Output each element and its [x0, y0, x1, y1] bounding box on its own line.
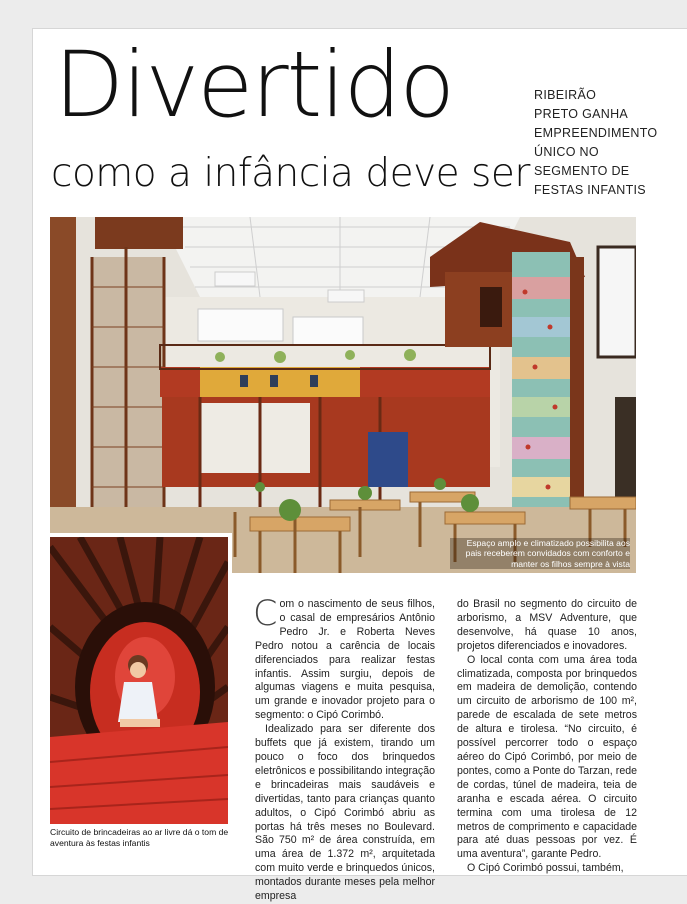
body-paragraph: do Brasil no segmento do circuito de arborismo, a MSV Adventure, que desenvolve, há quase 10 anos, projetos diferenciados e inovadores.	[457, 598, 637, 652]
side-photo-illustration	[50, 537, 228, 824]
kicker-line: ÚNICO NO	[534, 145, 599, 159]
kicker-line: EMPREENDIMENTO	[534, 126, 658, 140]
article-subtitle: como a infância deve ser	[51, 151, 530, 196]
main-photo-caption: Espaço amplo e climatizado possibilita aos pais receberem convidados com conforto e manter os filhos sempre à vista	[450, 538, 630, 570]
paragraph-text: om o nascimento de seus filhos, o casal de empresários Antônio Pedro Jr. e Roberta Neves Pedro notou a carência de locais diferenciados para realizar festas infantis. Assim surgiu, depois de algumas viagens e muita pesquisa, um grande e inovador projeto para o segmento: o Cipó Corimbó.	[255, 598, 435, 722]
article-title: Divertido	[54, 33, 454, 138]
main-photo-playground-interior	[50, 217, 636, 573]
article-kicker	[534, 86, 674, 200]
kicker-line: FESTAS INFANTIS	[534, 183, 646, 197]
side-photo-tunnel-slide	[50, 533, 232, 824]
body-paragraph	[253, 594, 435, 723]
kicker-line: RIBEIRÃO	[534, 88, 597, 102]
body-paragraph: O Cipó Corimbó possui, também,	[467, 862, 624, 875]
body-paragraph: Idealizado para ser diferente dos buffets que já existem, tirando um pouco o foco dos brinquedos eletrônicos e possibilitando integração e brincadeiras mais saudáveis e divertidas, tanto para crianças quanto adultos, o Cipó Corimbó abriu as portas há três meses no Boulevard. São 750 m² de área construída, em uma área de 1.372 m², arquitetada com muito verde e brinquedos únicos, montados durante meses pela melhor empresa	[255, 723, 435, 903]
drop-cap: C	[253, 594, 278, 634]
kicker-line: SEGMENTO DE	[534, 164, 630, 178]
side-photo-caption: Circuito de brincadeiras ao ar livre dá o tom de aventura às festas infantis	[50, 827, 229, 848]
body-paragraph: O local conta com uma área toda climatizada, composta por brinquedos em madeira de demolição, contendo um circuito de arborismo de 100 m², parede de escalada de sete metros de altura e tirolesa. “No circuito, é possível percorrer todo o espaço aéreo do Cipó Corimbó, por meio de pontes, como a Ponte do Tarzan, rede de cordas, túnel de madeira, teia de aranha e escada aérea. O circuito termina com uma tirolesa de 12 metros de comprimento e capacidade para até duas pessoas por vez. É uma aventura”, garante Pedro.	[457, 653, 637, 861]
kicker-line: PRETO GANHA	[534, 107, 629, 121]
body-column-2	[457, 598, 637, 876]
main-photo-illustration	[50, 217, 636, 573]
body-column-1	[253, 594, 435, 904]
